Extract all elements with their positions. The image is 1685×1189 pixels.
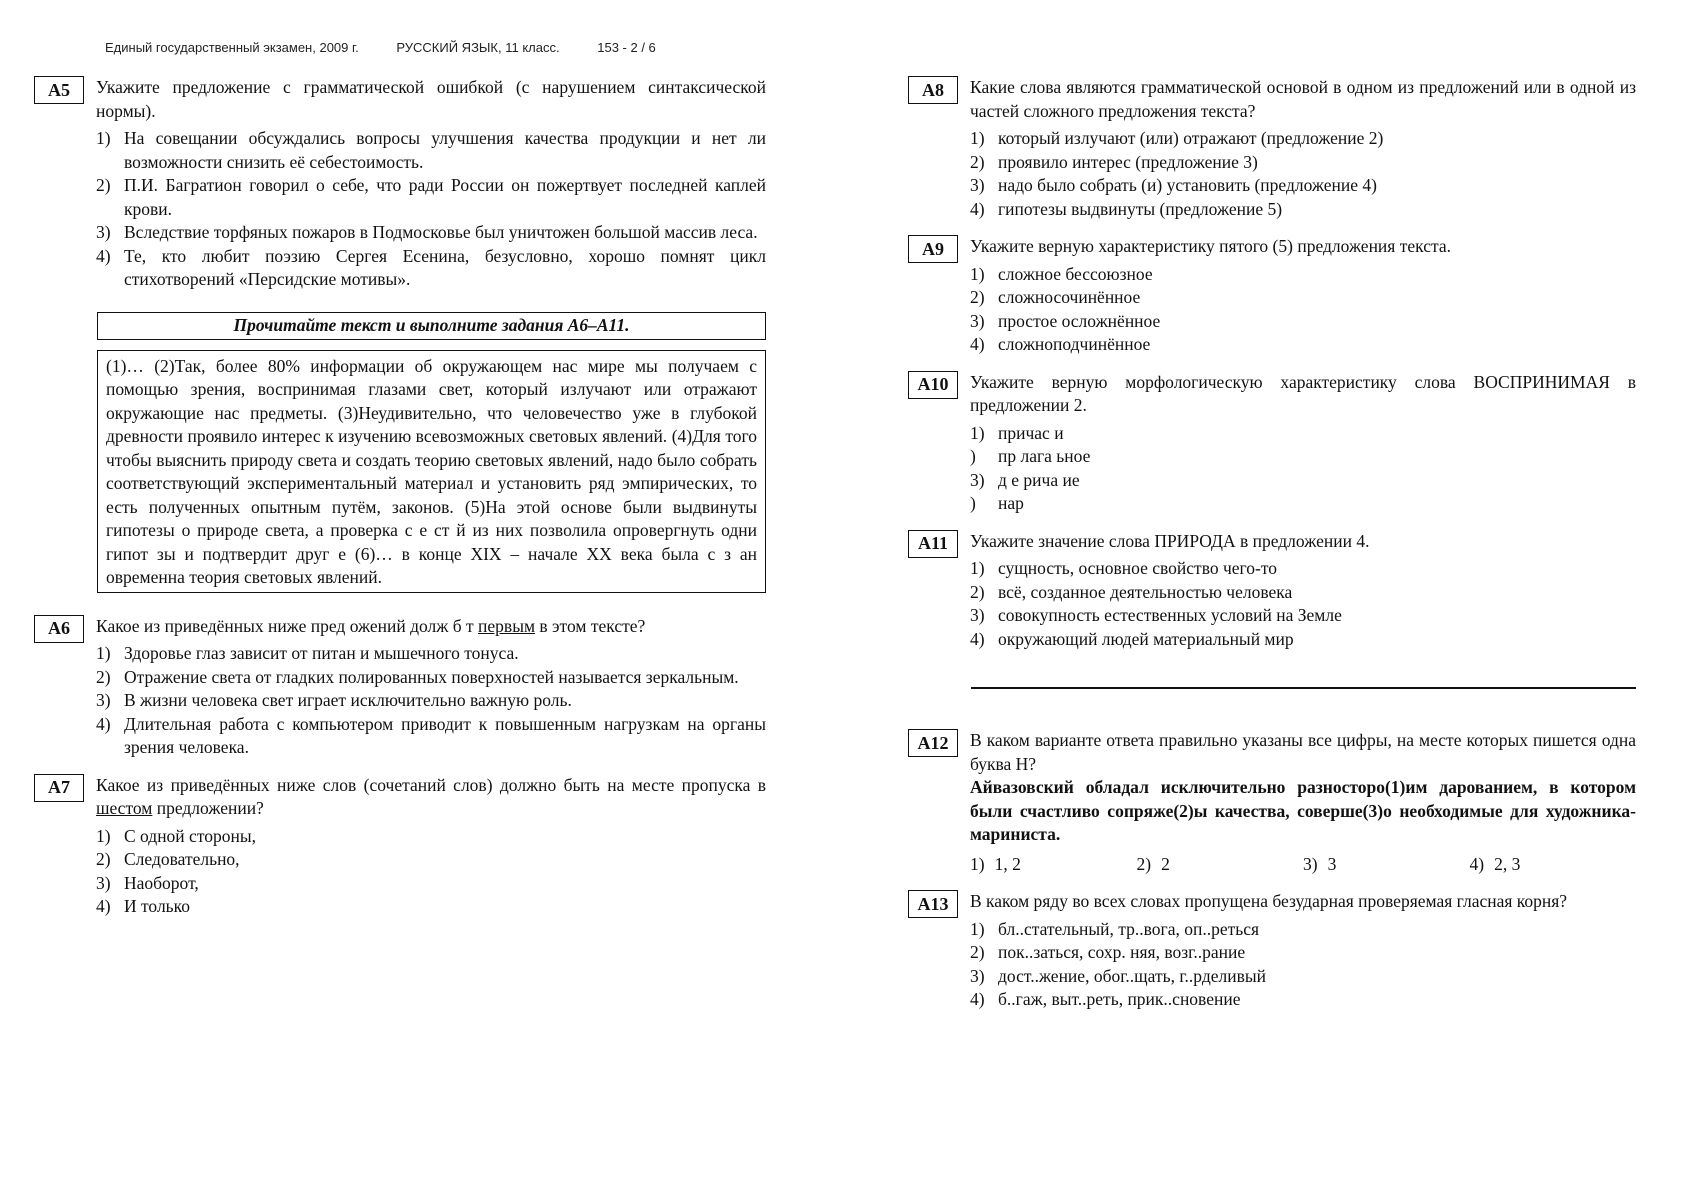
option[interactable]: 1) Здоровье глаз зависит от питан и мышечного тонуса.	[96, 643, 519, 663]
task-a12	[908, 729, 1636, 876]
option[interactable]: 4) Те, кто любит поэзию Сергея Есенина, безусловно, хорошо помнят цикл стихотворений «Персидские мотивы».	[96, 245, 766, 289]
options-list	[96, 825, 766, 919]
reading-passage: (1)… (2)Так, более 80% информации об окружающем нас мире мы получаем с помощью зрения, воспринимая глазами свет, который излучают или отражают окружающие нас предметы. (3)Неудивительно, что человечество уже в глубокой древности проявило интерес к изучению всевозможных световых явлений. (4)Для того чтобы выяснить природу света и создать теорию световых явлений, надо было собрать соответствующий экспериментальный материал и установить ряд эмпирических, то есть полученных опытным путём, законов. (5)На этой основе были выдвинуты гипотезы о природе света, а проверка с е ст й из них позволила опровергнуть одни гипот зы и подтвердит друг е (6)… в конце XIX – начале XX века была с з ан овременна теория световых явлений.	[97, 350, 766, 593]
task-number: А13	[908, 890, 958, 918]
task-question: Какие слова являются грамматической основой в одном из предложений или в одной из частей сложного предложения текста?	[970, 77, 1636, 121]
task-a13	[908, 890, 1636, 1012]
task-number: А7	[34, 774, 84, 802]
option[interactable]: 3) В жизни человека свет играет исключительно важную роль.	[96, 690, 572, 710]
task-a9	[908, 235, 1636, 357]
option[interactable]: 4) окружающий людей материальный мир	[970, 628, 1294, 649]
option[interactable]: 3) Наоборот,	[96, 872, 199, 893]
option[interactable]: 4) б..гаж, выт..реть, прик..сновение	[970, 989, 1241, 1009]
task-a10	[908, 371, 1636, 516]
option[interactable]: 2) Следовательно,	[96, 849, 240, 869]
option[interactable]: 1) На совещании обсуждались вопросы улучшения качества продукции и нет ли возможности снизить её себестоимость.	[96, 128, 766, 172]
option[interactable]: 3) совокупность естественных условий на Земле	[970, 605, 1342, 625]
task-a11	[908, 530, 1636, 652]
task-a5	[34, 76, 766, 292]
option[interactable]: 1) который излучают (или) отражают (предложение 2)	[970, 128, 1384, 148]
option[interactable]: 4) гипотезы выдвинуты (предложение 5)	[970, 198, 1283, 219]
option[interactable]: 2) проявило интерес (предложение 3)	[970, 151, 1258, 172]
section-divider	[971, 687, 1636, 689]
task-question: Какое из приведённых ниже слов (сочетаний слов) должно быть на месте пропуска в шестом предложении?	[96, 774, 766, 818]
task-number: А6	[34, 615, 84, 643]
page-header	[105, 40, 690, 55]
task-question: Укажите верную характеристику пятого (5) предложения текста.	[970, 236, 1451, 256]
option[interactable]: 4) И только	[96, 896, 191, 916]
options-list	[970, 918, 1636, 1012]
option[interactable]: 4) 2, 3	[1469, 853, 1521, 874]
task-number: А8	[908, 76, 958, 104]
task-question: Укажите верную морфологическую характеристику слова ВОСПРИНИМАЯ в предложении 2.	[970, 371, 1636, 415]
task-number: А5	[34, 76, 84, 104]
option[interactable]: 2) Отражение света от гладких полированных поверхностей называется зеркальным.	[96, 666, 739, 687]
option[interactable]: 3) надо было собрать (и) установить (предложение 4)	[970, 175, 1377, 195]
task-question: Какое из приведённых ниже пред ожений долж б т первым в этом тексте?	[96, 615, 646, 636]
options-list	[96, 127, 766, 292]
task-a8	[908, 76, 1636, 221]
option[interactable]: 1) сущность, основное свойство чего-то	[970, 558, 1278, 578]
options-list	[970, 263, 1636, 357]
task-number: А10	[908, 371, 958, 399]
option[interactable]: 4) сложноподчинённое	[970, 334, 1151, 354]
options-list	[970, 853, 1636, 877]
task-question: Укажите предложение с грамматической ошибкой (с нарушением синтаксической нормы).	[96, 77, 766, 121]
exam-title: Единый государственный экзамен, 2009 г.	[105, 40, 359, 55]
task-number: А11	[908, 530, 958, 558]
left-column	[34, 76, 766, 933]
option[interactable]: 2) П.И. Багратион говорил о себе, что ради России он пожертвует последней каплей крови.	[96, 175, 766, 219]
option[interactable]: 2) 2	[1136, 853, 1170, 874]
option[interactable]: 3) 3	[1303, 853, 1337, 874]
option[interactable]: 3) дост..жение, обог..щать, г..рделивый	[970, 965, 1266, 986]
page-number: 153 - 2 / 6	[597, 40, 656, 55]
task-a7	[34, 774, 766, 919]
task-question: Укажите значение слова ПРИРОДА в предложении 4.	[970, 530, 1370, 551]
options-list	[970, 127, 1636, 221]
right-column	[908, 76, 1636, 1026]
task-question: В каком варианте ответа правильно указаны все цифры, на месте которых пишется одна буква Н?	[970, 730, 1636, 774]
options-list	[96, 642, 766, 760]
option[interactable]: 2) сложносочинённое	[970, 287, 1141, 307]
option[interactable]: ) нар	[970, 493, 1024, 513]
option[interactable]: 1) бл..стательный, тр..вога, оп..реться	[970, 918, 1260, 939]
task-number: А12	[908, 729, 958, 757]
task-sentence: Айвазовский обладал исключительно разносторо(1)им дарованием, в котором были счастливо сопряже(2)ы качества, соверше(3)о необходимые для художника-мариниста.	[970, 777, 1636, 844]
option[interactable]: 2) всё, созданное деятельностью человека	[970, 581, 1293, 602]
subject-title: РУССКИЙ ЯЗЫК, 11 класс.	[396, 40, 560, 55]
option[interactable]: 1) С одной стороны,	[96, 825, 256, 846]
option[interactable]: 3) д е рича ие	[970, 469, 1080, 490]
option[interactable]: 3) простое осложнённое	[970, 310, 1161, 331]
option[interactable]: 1) 1, 2	[970, 853, 1021, 874]
options-list	[970, 557, 1636, 651]
task-question: В каком ряду во всех словах пропущена безударная проверяемая гласная корня?	[970, 891, 1568, 911]
options-list	[970, 422, 1636, 516]
option[interactable]: 1) причас и	[970, 422, 1064, 443]
reading-instruction: Прочитайте текст и выполните задания А6–А11.	[97, 312, 766, 340]
option[interactable]: 1) сложное бессоюзное	[970, 263, 1153, 284]
option[interactable]: 3) Вследствие торфяных пожаров в Подмосковье был уничтожен большой массив леса.	[96, 222, 758, 242]
option[interactable]: 4) Длительная работа с компьютером приводит к повышенным нагрузкам на органы зрения человека.	[96, 713, 766, 757]
option[interactable]: ) пр лага ьное	[970, 446, 1091, 466]
option[interactable]: 2) пок..заться, сохр. няя, возг..рание	[970, 942, 1246, 962]
task-a6	[34, 615, 766, 760]
task-number: А9	[908, 235, 958, 263]
